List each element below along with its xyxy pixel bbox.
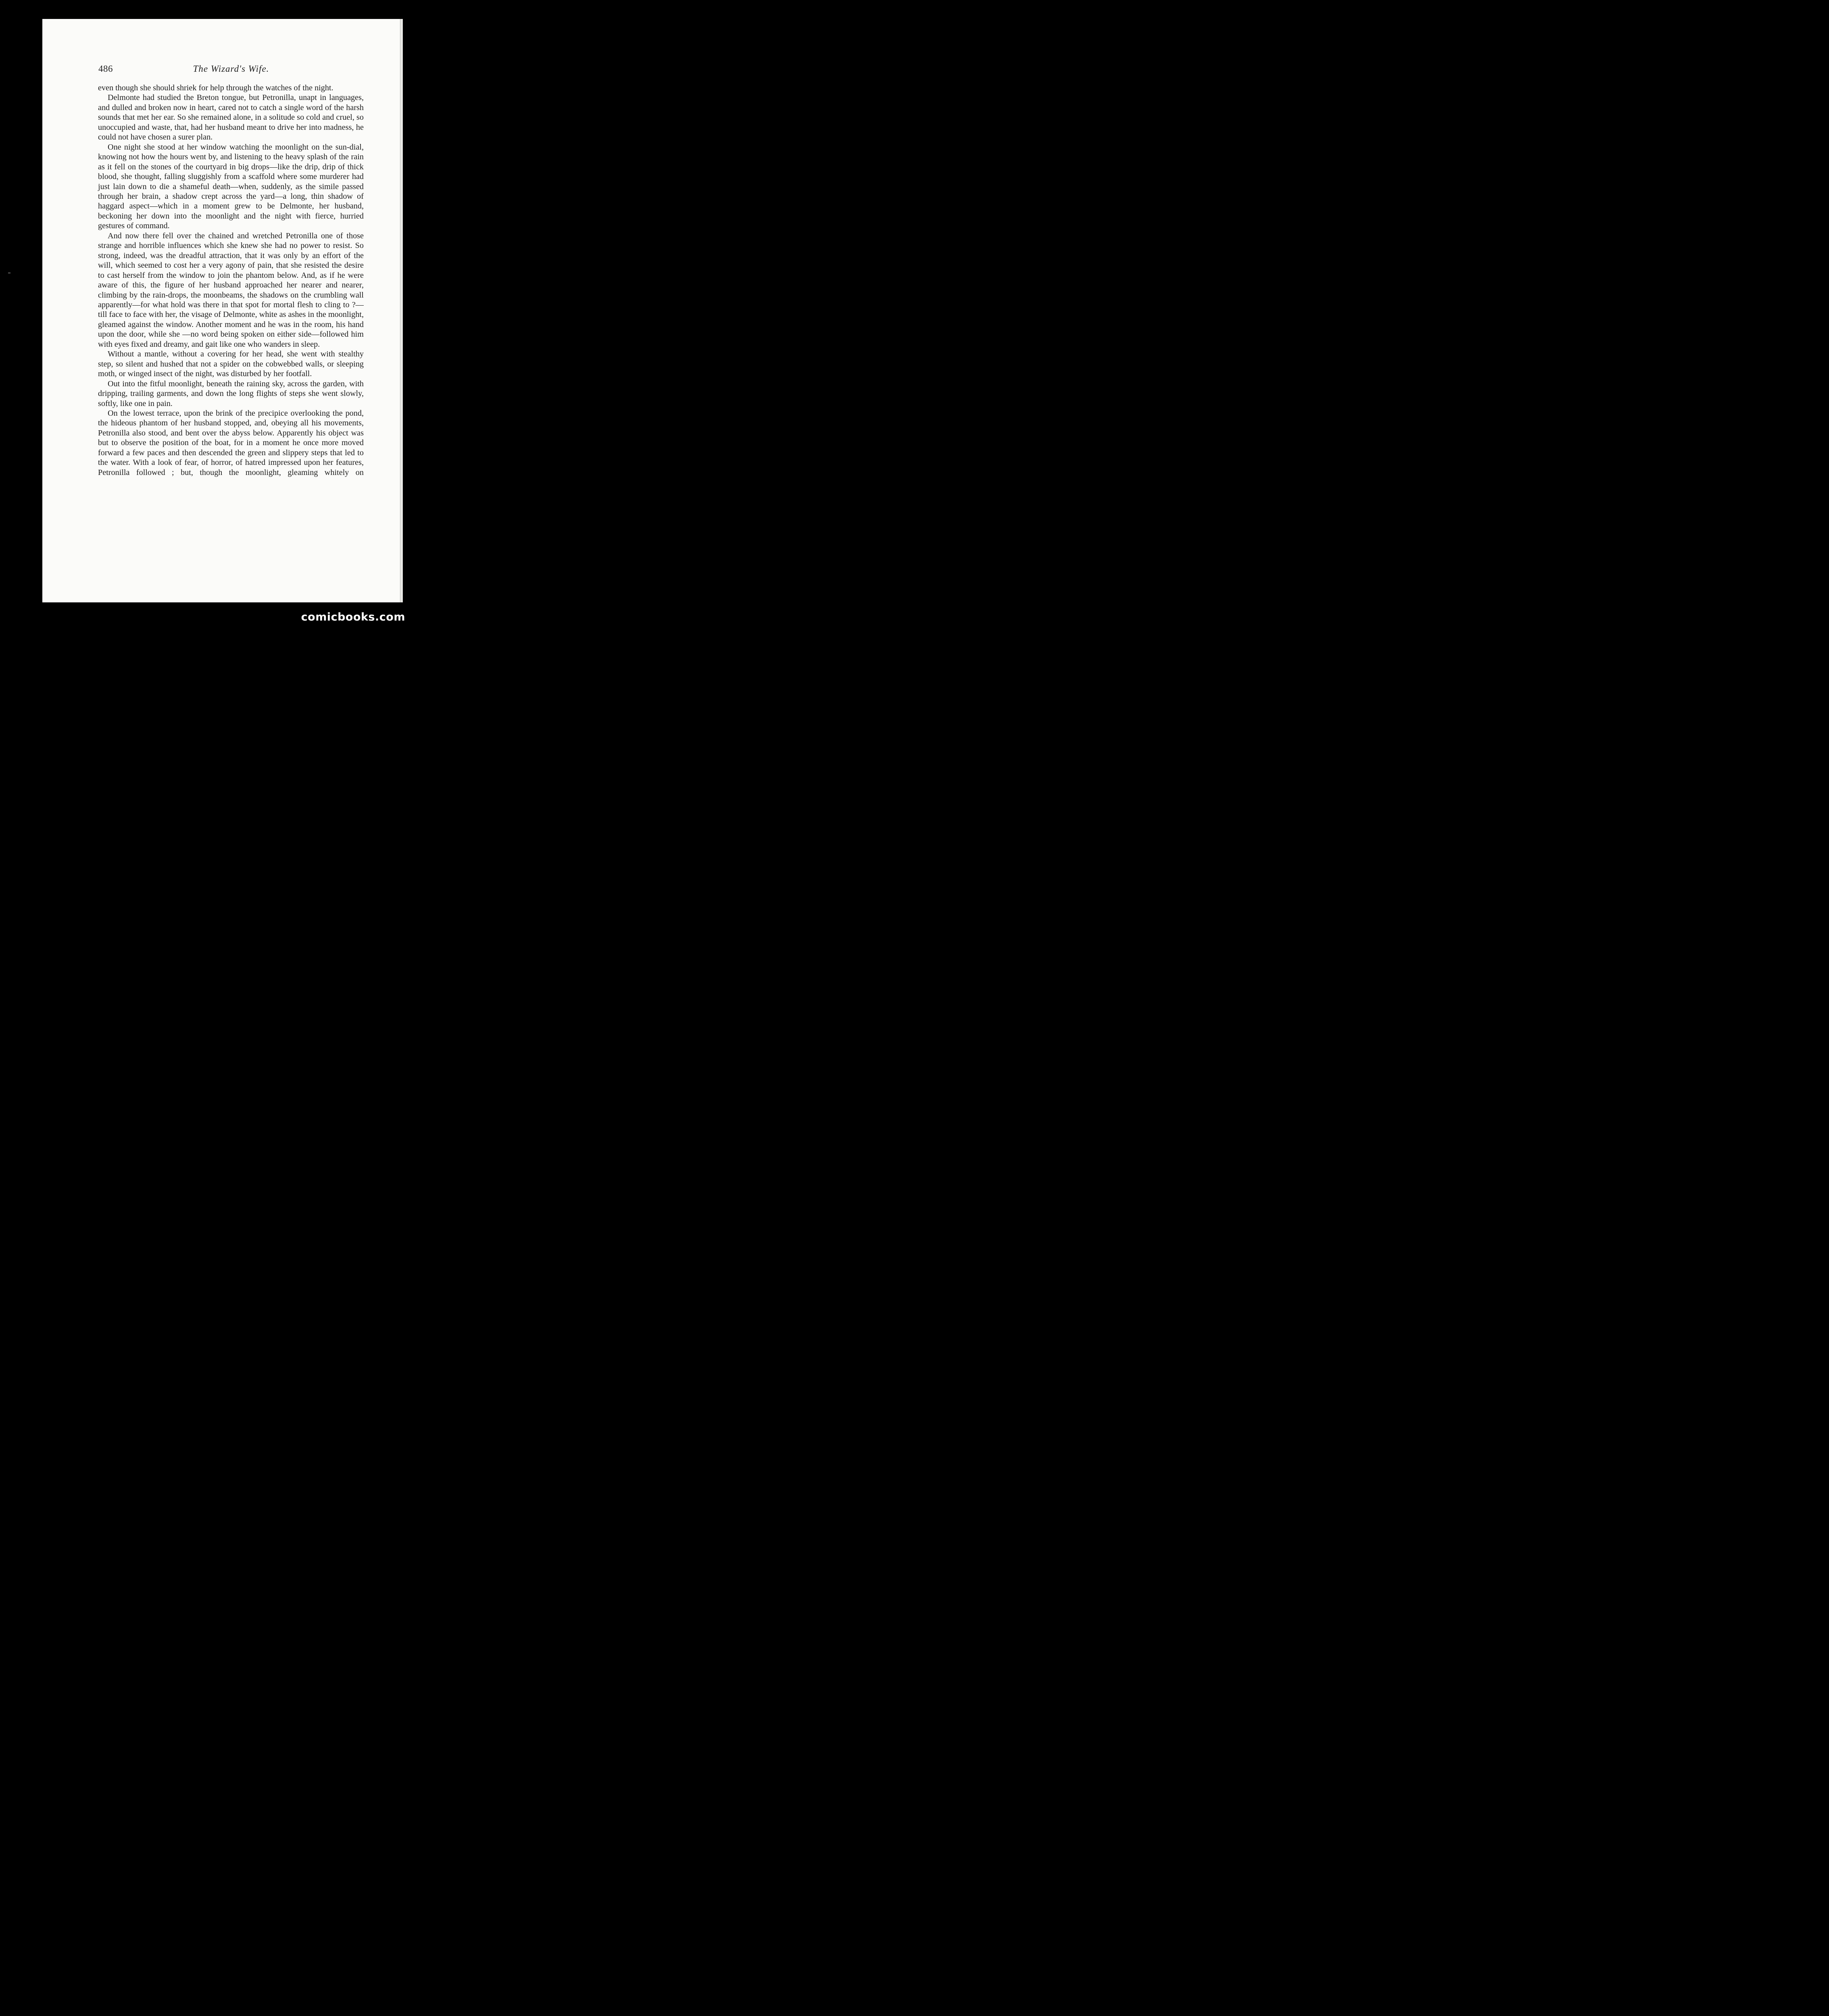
paragraph: even though she should shriek for help through the watches of the night.	[98, 83, 333, 92]
paragraph: Without a mantle, without a covering for her head, she went with stealthy step, so silent and hushed that not a spider on the cobwebbed walls, or sleeping moth, or winged insect of the night, was disturbed by her footfall.	[98, 350, 364, 379]
running-title: The Wizard's Wife.	[193, 64, 269, 74]
body-text	[98, 83, 364, 477]
page-header	[98, 64, 364, 76]
next-page-edge	[400, 19, 403, 602]
paragraph: Delmonte had studied the Breton tongue, but Petronilla, unapt in languages, and dulled and broken now in heart, cared not to catch a single word of the harsh sounds that met her ear. So she remained alone, in a solitude so cold and cruel, so unoccupied and waste, that, had her husband meant to drive her into madness, he could not have chosen a surer plan.	[98, 93, 364, 142]
paragraph: Out into the fitful moonlight, beneath the raining sky, across the garden, with dripping, trailing garments, and down the long flights of steps she went slowly, softly, like one in pain.	[98, 379, 364, 408]
page-number: 486	[98, 64, 113, 74]
site-watermark: comicbooks.com	[301, 611, 405, 623]
paragraph: One night she stood at her window watching the moonlight on the sun-dial, knowing not how the hours went by, and listening to the heavy splash of the rain as it fell on the stones of the courtyard in big drops—like the drip, drip of thick blood, she thought, falling sluggishly from a scaffold where some murderer had just lain down to die a shameful death—when, suddenly, as the simile passed through her brain, a shadow crept across the yard—a long, thin shadow of haggard aspect—which in a moment grew to be Delmonte, her husband, beckoning her down into the moonlight and the night with fierce, hurried gestures of command.	[98, 142, 364, 231]
paragraph: And now there fell over the chained and wretched Petronilla one of those strange and horrible influences which she knew she had no power to resist. So strong, indeed, was the dreadful attraction, that it was only by an effort of the will, which seemed to cost her a very agony of pain, that she resisted the desire to cast herself from the window to join the phantom below. And, as if he were aware of this, the figure of her husband approached her nearer and nearer, climbing by the rain-drops, the moonbeams, the shadows on the crumbling wall apparently—for what hold was there in that spot for mortal flesh to cling to ?—till face to face with her, the visage of Delmonte, white as ashes in the moonlight, gleamed against the window. Another moment and he was in the room, his hand upon the door, while she —no word being spoken on either side—followed him with eyes fixed and dreamy, and gait like one who wanders in sleep.	[98, 231, 364, 349]
paragraph: On the lowest terrace, upon the brink of the precipice overlooking the pond, the hideous phantom of her husband stopped, and, obeying all his movements, Petronilla also stood, and bent over the abyss below. Apparently his object was but to observe the position of the boat, for in a moment he once more moved forward a few paces and then descended the green and slippery steps that led to the water. With a look of fear, of horror, of hatred impressed upon her features, Petronilla followed ; but, though the moonlight, gleaming whitely on	[98, 408, 364, 477]
